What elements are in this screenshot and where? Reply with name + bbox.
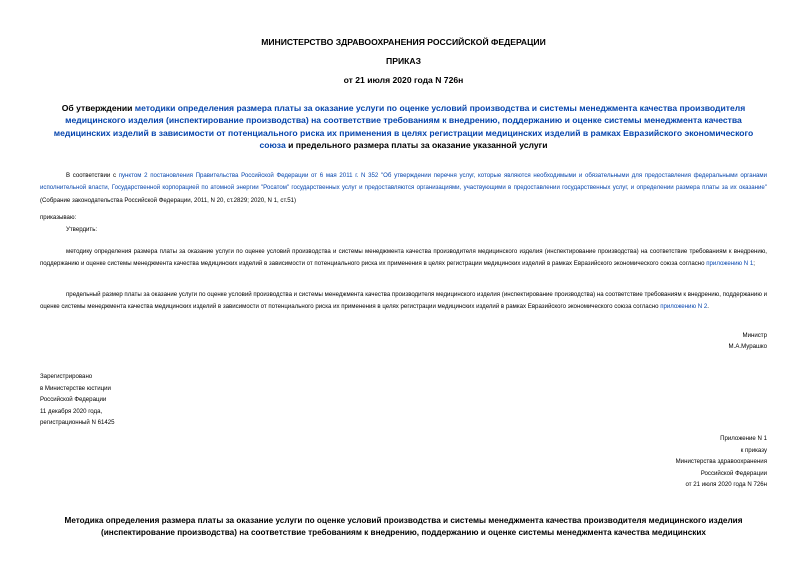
preamble-text-2: (Собрание законодательства Российской Федерации, 2011, N 20, ст.2829; 2020, N 1, ст.51) (40, 196, 297, 204)
title-suffix: и предельного размера платы за оказание указанной услуги (285, 140, 548, 151)
ministry-heading: МИНИСТЕРСТВО ЗДРАВООХРАНЕНИЯ РОССИЙСКОЙ ФЕДЕРАЦИИ (261, 37, 546, 47)
registration-line-5: регистрационный N 61425 (40, 419, 115, 426)
item-1-end: ; (753, 260, 755, 268)
registration-line-2: в Министерстве юстиции (40, 385, 111, 392)
appendix-1-link[interactable]: приложению N 1 (706, 260, 754, 268)
appendix-line-3: Министерства здравоохранения (675, 458, 767, 465)
appendix-line-4: Российской Федерации (700, 470, 767, 477)
document-date: от 21 июля 2020 года N 726н (343, 75, 464, 85)
document-title (40, 102, 767, 152)
signature-position: Министр (742, 332, 767, 339)
appendix-line-5: от 21 июля 2020 года N 726н (685, 481, 767, 488)
order-word: приказываю: (40, 214, 77, 221)
registration-line-1: Зарегистрировано (40, 373, 93, 380)
preamble-law-link[interactable]: пунктом 2 постановления Правительства Российской Федерации от 6 мая 2011 г. N 352 "Об утверждении перечня услуг, которые являются необходимыми и обязательными для предоставления федеральными органами исполнительной власти, Государственной корпорацией по атомной энергии "Росатом" государственных услуг и предоставляются организациями, участвующими в предоставлении государственных услуг, и определении размера платы за их оказание" (40, 172, 768, 192)
registration-line-3: Российской Федерации (40, 396, 107, 403)
preamble-paragraph (40, 170, 767, 207)
title-link[interactable]: методики определения размера платы за оказание услуги по оценке условий производства и системы менеджмента качества производителя медицинского изделия (инспектирование производства) на соответствие требованиям к внедрению, поддержанию и оценке системы менеджмента качества медицинских изделий в зависимости от потенциального риска их применения в целях регистрации медицинских изделий в рамках Евразийского экономического союза (53, 103, 754, 151)
item-1-paragraph (40, 246, 767, 271)
item-2-text: предельный размер платы за оказание услуги по оценке условий производства и системы менеджмента качества производителя медицинского изделия (инспектирование производства) на соответствие требованиям к внедрению, поддержанию и оценке системы менеджмента качества медицинских изделий в зависимости от потенциального риска их применения в целях регистрации медицинских изделий в рамках Евразийского экономического союза согласно (40, 291, 767, 311)
approve-word: Утвердить: (66, 226, 98, 233)
item-1-text: методику определения размера платы за оказание услуги по оценке условий производства и системы менеджмента качества производителя медицинского изделия (инспектирование производства) на соответствие требованиям к внедрению, поддержанию и оценке системы менеджмента качества медицинских изделий в зависимости от потенциального риска их применения в целях регистрации медицинских изделий в рамках Евразийского экономического союза согласно (40, 248, 767, 268)
document-type: ПРИКАЗ (386, 56, 421, 66)
appendix-line-1: Приложение N 1 (720, 435, 767, 442)
appendix-line-2: к приказу (740, 447, 767, 454)
title-prefix: Об утверждении (61, 103, 135, 113)
appendix-2-link[interactable]: приложению N 2 (660, 303, 708, 311)
signature-name: М.А.Мурашко (728, 343, 767, 350)
methodology-title: Методика определения размера платы за оказание услуги по оценке условий производства и системы менеджмента качества производителя медицинского изделия (инспектирование производства) на соответствие требованиям к внедрению, поддержанию и оценке системы менеджмента качества медицинских (64, 516, 743, 538)
item-2-end: . (707, 303, 709, 311)
preamble-text-1: В соответствии с (66, 172, 119, 179)
registration-line-4: 11 декабря 2020 года, (40, 408, 103, 415)
item-2-paragraph (40, 289, 767, 314)
